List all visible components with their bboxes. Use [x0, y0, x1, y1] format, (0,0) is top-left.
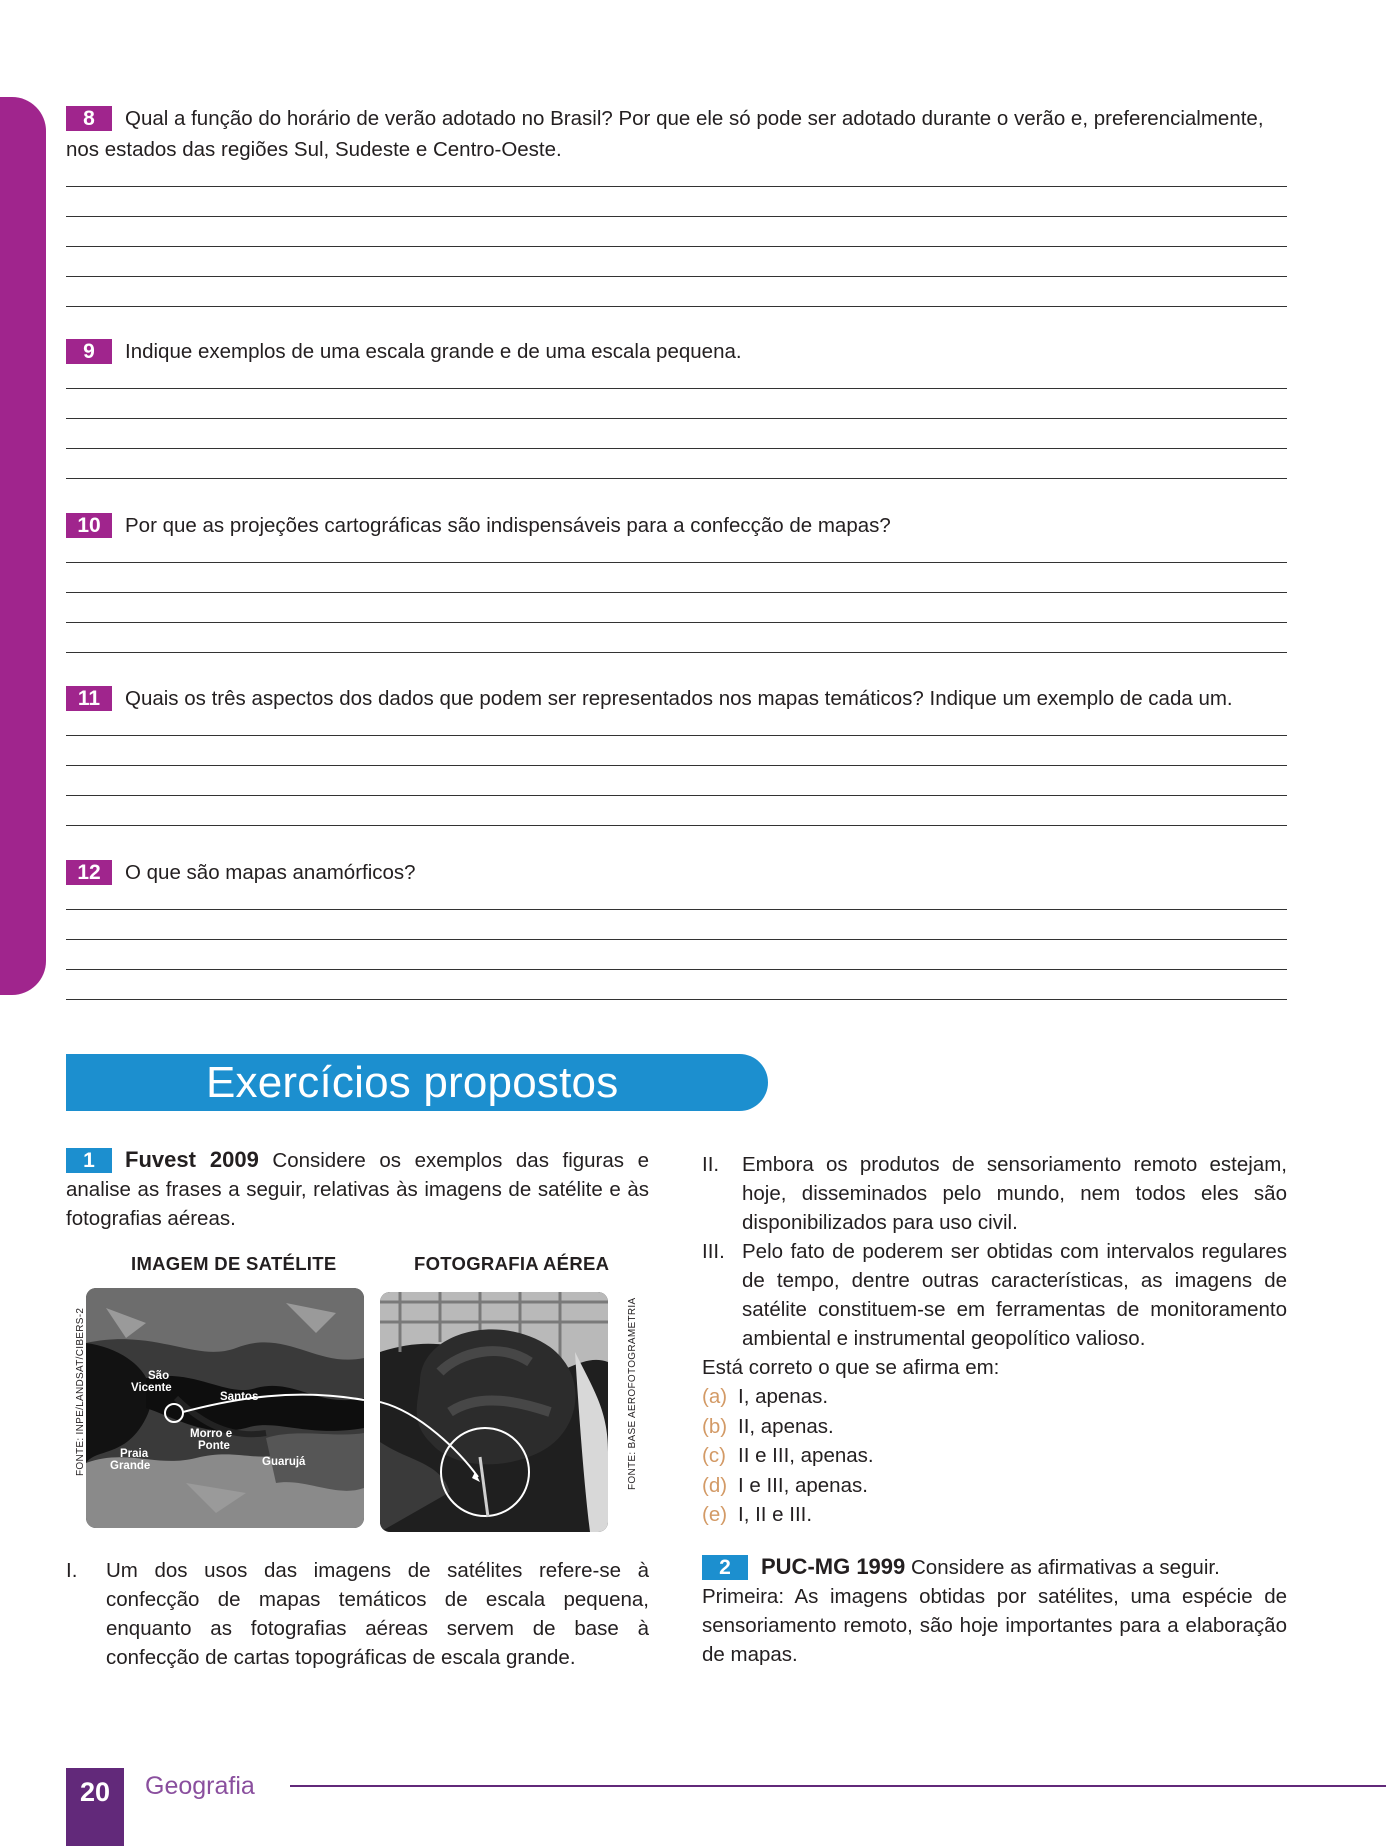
- side-color-tab: [0, 97, 46, 995]
- map-label-praia-grande: Praia Grande: [110, 1448, 151, 1472]
- question-text: Qual a função do horário de verão adotado no Brasil? Por que ele só pode ser adotado durante o verão e, preferencialmente, nos estados das regiões Sul, Sudeste e Centro-Oeste.: [66, 107, 1264, 161]
- option-d[interactable]: (d) I e III, apenas.: [702, 1473, 868, 1497]
- question-number: 12: [66, 860, 112, 885]
- item-text: Um dos usos das imagens de satélites refere-se à confecção de mapas temáticos de escala pequena, enquanto as fotografias aéreas servem de base à confecção de cartas topográficas de escala grande.: [106, 1559, 649, 1669]
- exercise-source: PUC-MG 1999: [761, 1554, 906, 1579]
- satellite-image: [86, 1288, 364, 1528]
- question-text: Quais os três aspectos dos dados que podem ser representados nos mapas temáticos? Indique um exemplo de cada um.: [125, 687, 1233, 710]
- map-label-guaruja: Guarujá: [262, 1456, 306, 1468]
- section-banner: Exercícios propostos: [66, 1054, 768, 1111]
- ex2-statement: Primeira: As imagens obtidas por satélites, uma espécie de sensoriamento remoto, são hoje importantes para a elaboração de mapas.: [702, 1585, 1287, 1666]
- answer-prompt: Está correto o que se afirma em:: [702, 1356, 1000, 1379]
- question-8: [66, 103, 1287, 165]
- question-text: O que são mapas anamórficos?: [125, 861, 416, 884]
- answer-lines-10[interactable]: [66, 533, 1287, 653]
- ex1-intro: [66, 1145, 649, 1233]
- item-numeral: I.: [66, 1559, 78, 1582]
- aerial-photo-title: FOTOGRAFIA AÉREA: [414, 1253, 610, 1274]
- question-number: 10: [66, 513, 112, 538]
- answer-lines-8[interactable]: [66, 157, 1287, 307]
- satellite-map-graphic: [86, 1288, 364, 1528]
- question-number: 11: [66, 686, 112, 711]
- question-number: 8: [66, 106, 112, 131]
- item-numeral: III.: [702, 1240, 725, 1263]
- answer-lines-11[interactable]: [66, 706, 1287, 826]
- option-a[interactable]: (a) I, apenas.: [702, 1385, 829, 1408]
- exercise-intro-text: Considere os exemplos das figuras e analise as frases a seguir, relativas às imagens de satélite e às fotografias aéreas.: [66, 1149, 649, 1230]
- answer-lines-12[interactable]: [66, 880, 1287, 1000]
- item-II-text: Embora os produtos de sensoriamento remoto estejam, hoje, disseminados pelo mundo, nem todos eles são disponibilizados para uso civil.: [742, 1153, 1287, 1234]
- page-number: 20: [66, 1768, 124, 1846]
- option-e[interactable]: (e) I, II e III.: [702, 1503, 813, 1526]
- ex1-item-I: [66, 1556, 649, 1672]
- exercise-intro-text: Considere as afirmativas a seguir.: [910, 1556, 1220, 1579]
- item-numeral: II.: [702, 1153, 720, 1176]
- aerial-photo-credit: FONTE: BASE AEROFOTOGRAMETRIA: [627, 1297, 638, 1490]
- ex2: [702, 1552, 1287, 1669]
- item-III-text: Pelo fato de poderem ser obtidas com intervalos regulares de tempo, dentre outras características, as imagens de satélite constituem-se em ferramentas de monitoramento ambiental e instrumental geopolítico valioso.: [742, 1240, 1287, 1350]
- satellite-image-credit: FONTE: INPE/LANDSAT/CIBERS-2: [75, 1307, 86, 1476]
- option-c[interactable]: (c) II e III, apenas.: [702, 1444, 874, 1467]
- ex1-right-column: [702, 1150, 1287, 1530]
- satellite-image-title: IMAGEM DE SATÉLITE: [131, 1253, 337, 1274]
- question-text: Por que as projeções cartográficas são indispensáveis para a confecção de mapas?: [125, 514, 891, 537]
- answer-lines-9[interactable]: [66, 359, 1287, 479]
- map-label-morro-e-ponte: Morro e Ponte: [190, 1428, 233, 1452]
- aerial-photo-graphic: [380, 1292, 608, 1532]
- map-label-sao-vicente: São Vicente: [131, 1370, 172, 1394]
- option-b[interactable]: (b) II, apenas.: [702, 1414, 834, 1438]
- exercise-source: Fuvest 2009: [125, 1147, 259, 1172]
- aerial-photo: [380, 1292, 608, 1532]
- question-number: 9: [66, 339, 112, 364]
- map-label-santos: Santos: [220, 1391, 259, 1403]
- question-text: Indique exemplos de uma escala grande e de uma escala pequena.: [125, 340, 742, 363]
- exercise-number: 2: [702, 1555, 748, 1580]
- subject-label: Geografia: [145, 1772, 255, 1800]
- exercise-number: 1: [66, 1148, 112, 1173]
- footer-rule: [290, 1785, 1386, 1787]
